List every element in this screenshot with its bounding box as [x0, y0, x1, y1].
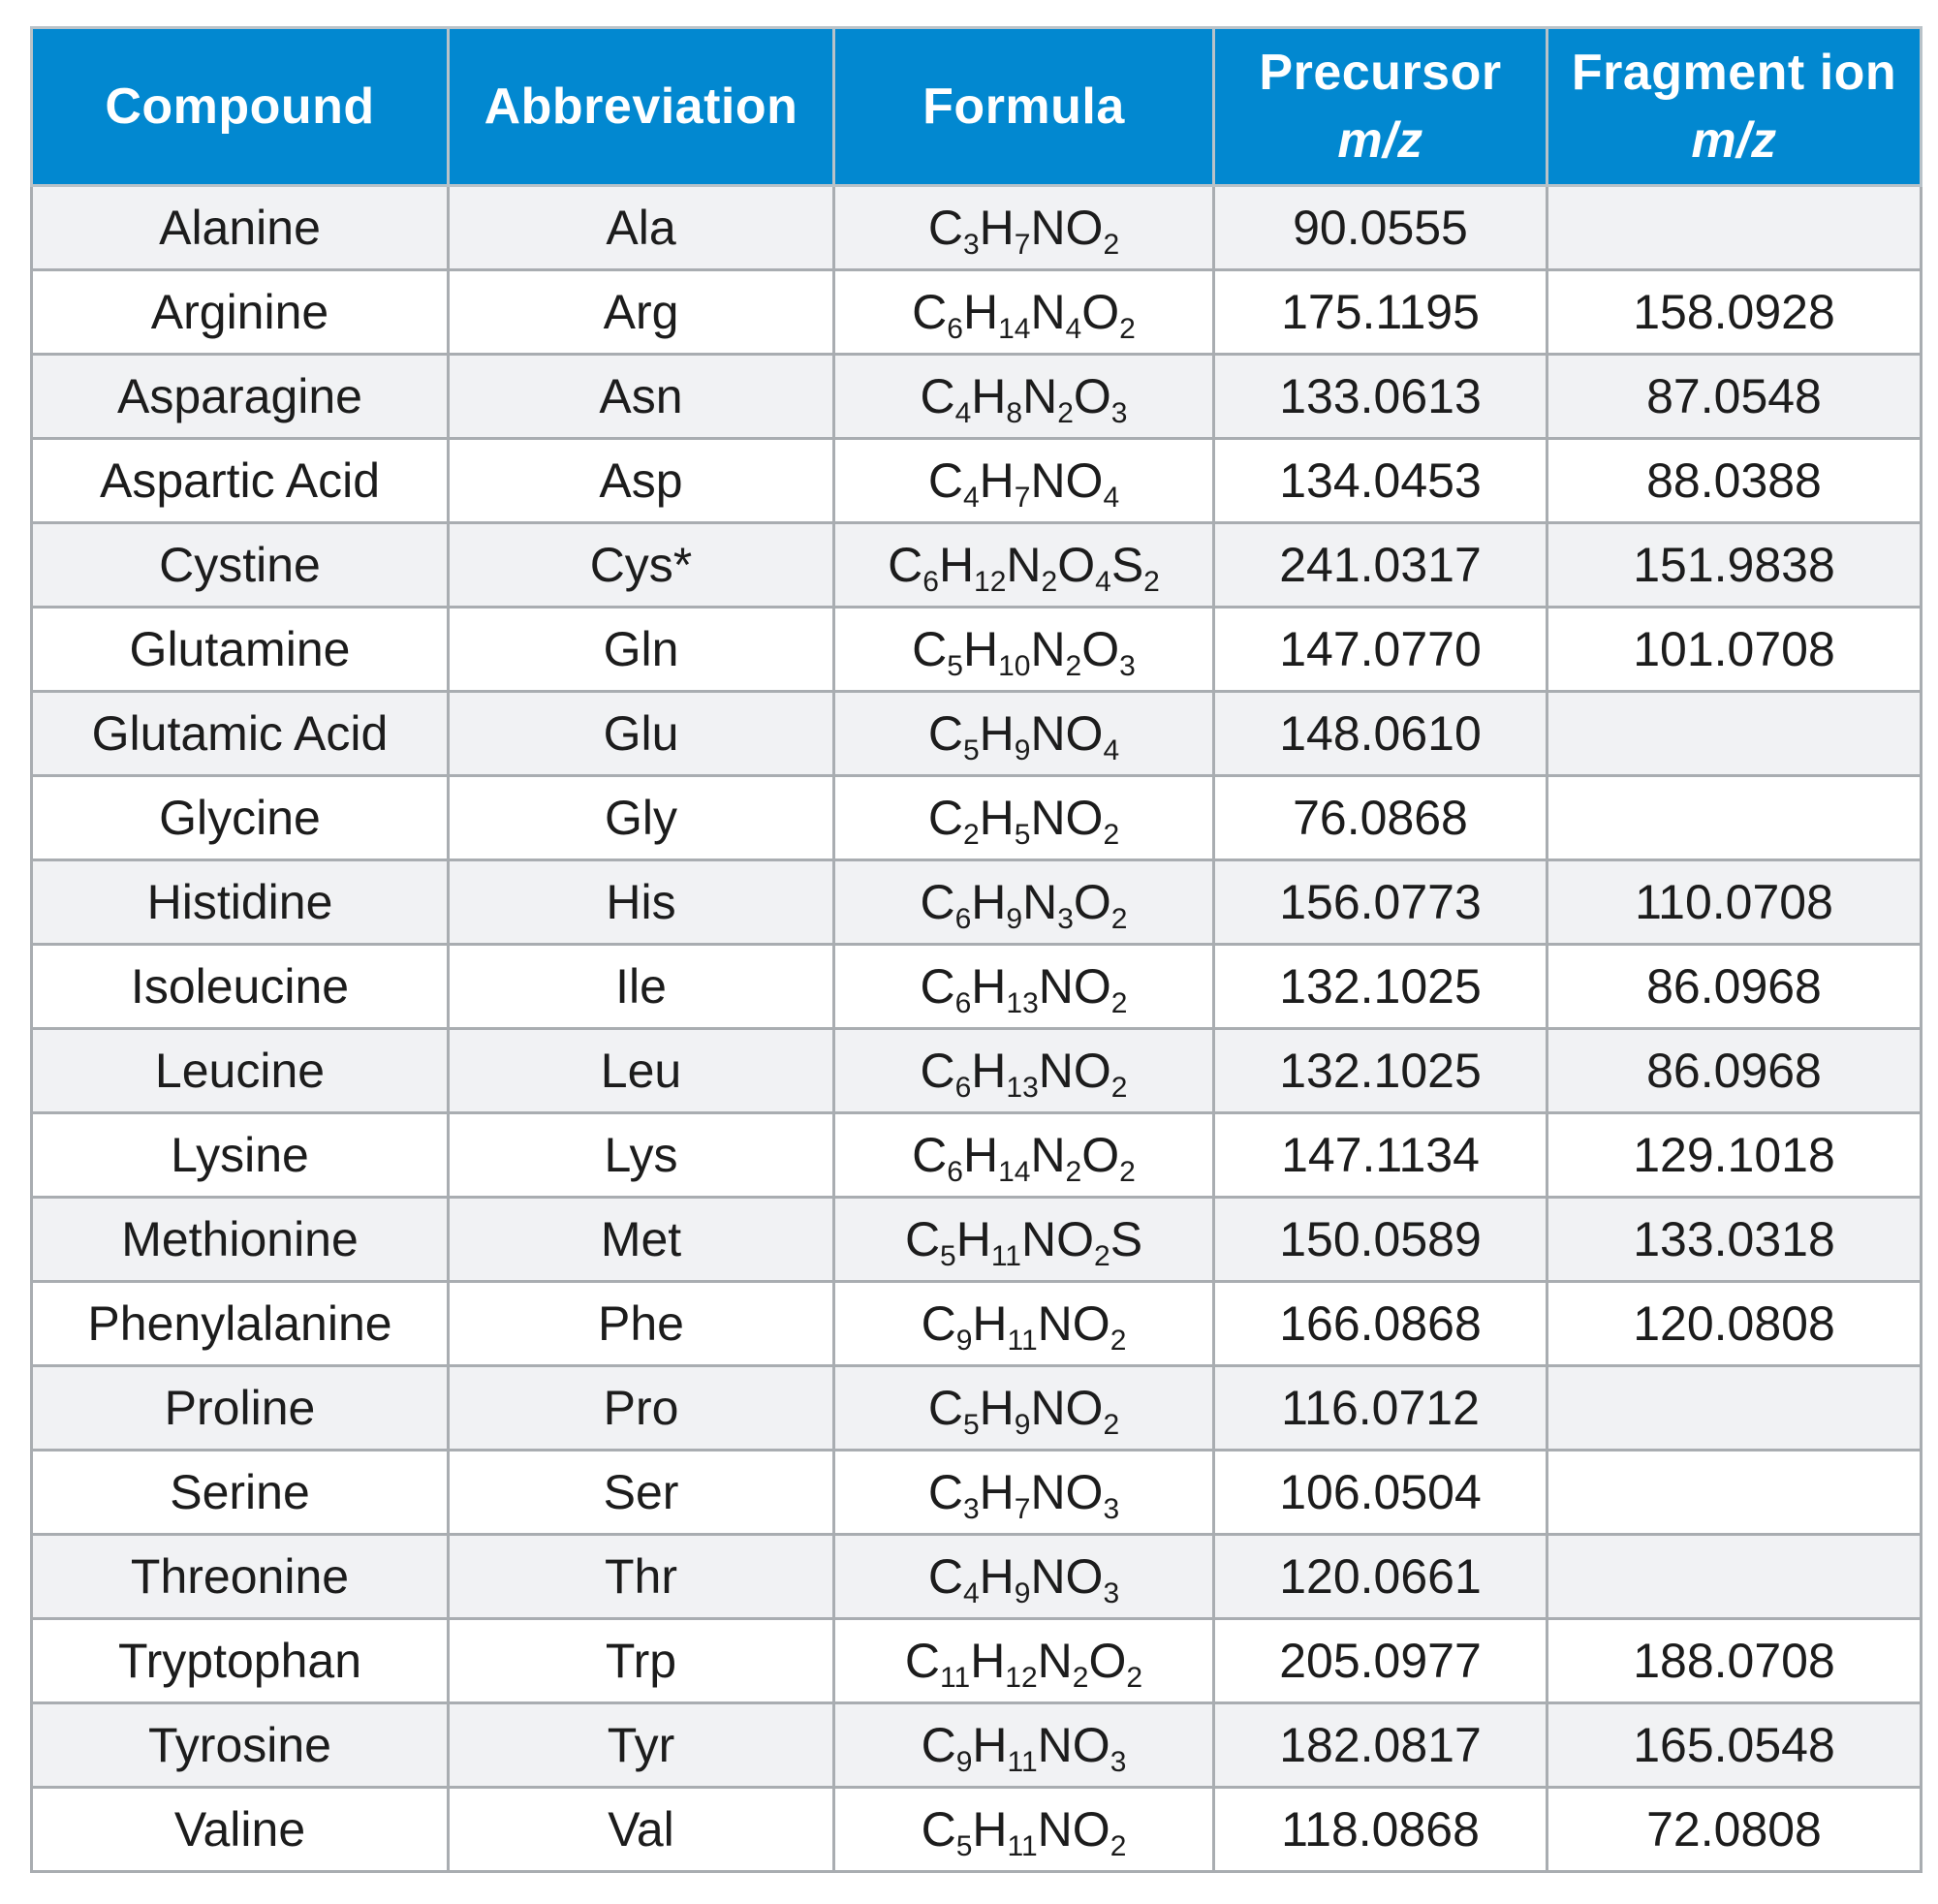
formula-element: O — [1073, 369, 1111, 423]
cell-formula — [834, 1113, 1214, 1198]
table-row — [32, 945, 1922, 1029]
formula-subscript: 2 — [1065, 1156, 1082, 1188]
formula-subscript: 14 — [998, 313, 1031, 345]
formula-element: N — [1022, 875, 1058, 929]
formula-element: C — [921, 1802, 956, 1857]
cell-formula — [834, 692, 1214, 776]
cell-fragment-ion-mz: 120.0808 — [1547, 1282, 1922, 1366]
cell-fragment-ion-mz — [1547, 186, 1922, 270]
cell-abbreviation: Lys — [449, 1113, 834, 1198]
cell-abbreviation: Ser — [449, 1451, 834, 1535]
formula-element: H — [962, 285, 999, 339]
formula-subscript: 4 — [962, 1577, 980, 1609]
table-row — [32, 692, 1922, 776]
formula-subscript: 5 — [962, 1409, 980, 1441]
cell-abbreviation: Ala — [449, 186, 834, 270]
cell-compound: Lysine — [32, 1113, 449, 1198]
formula-element: H — [979, 1465, 1015, 1519]
formula-element: O — [1073, 959, 1111, 1014]
header-precursor-label: Precursor — [1259, 45, 1502, 101]
formula-element: O — [1057, 538, 1096, 592]
cell-precursor-mz: 132.1025 — [1214, 945, 1547, 1029]
cell-compound: Methionine — [32, 1198, 449, 1282]
formula-element: N — [1037, 1718, 1073, 1772]
formula-element: S — [1110, 538, 1144, 592]
formula-element: H — [979, 1381, 1015, 1435]
cell-fragment-ion-mz: 129.1018 — [1547, 1113, 1922, 1198]
table-row — [32, 1788, 1922, 1872]
header-fragment-ion-label: Fragment ion — [1571, 45, 1897, 101]
cell-compound: Leucine — [32, 1029, 449, 1113]
formula-element: H — [972, 1296, 1008, 1351]
header-row — [32, 28, 1922, 186]
formula-element: N — [1030, 622, 1066, 676]
cell-formula — [834, 1282, 1214, 1366]
cell-abbreviation: Glu — [449, 692, 834, 776]
formula-subscript: 5 — [955, 1830, 973, 1862]
formula-element: O — [1065, 791, 1104, 845]
formula-element: O — [1072, 1718, 1110, 1772]
table-row — [32, 1282, 1922, 1366]
formula-subscript: 3 — [1119, 650, 1136, 682]
table-header — [32, 28, 1922, 186]
table-row — [32, 439, 1922, 523]
cell-abbreviation: Cys* — [449, 523, 834, 608]
header-fragment-ion-unit: m/z — [1691, 112, 1777, 169]
cell-precursor-mz: 156.0773 — [1214, 860, 1547, 945]
formula-subscript: 2 — [1065, 650, 1082, 682]
cell-formula — [834, 1535, 1214, 1619]
formula-element: O — [1065, 1381, 1104, 1435]
table-row — [32, 1535, 1922, 1619]
formula-subscript: 2 — [962, 819, 980, 851]
formula-element: H — [955, 1212, 991, 1266]
formula-subscript: 13 — [1006, 987, 1039, 1019]
formula-subscript: 2 — [1110, 1325, 1127, 1357]
formula-subscript: 7 — [1014, 229, 1031, 261]
formula-element: N — [1030, 1549, 1066, 1604]
cell-formula — [834, 270, 1214, 355]
formula-subscript: 2 — [1072, 1662, 1089, 1694]
cell-precursor-mz: 148.0610 — [1214, 692, 1547, 776]
formula-element: N — [1038, 959, 1074, 1014]
cell-formula — [834, 523, 1214, 608]
formula-element: H — [979, 1549, 1015, 1604]
formula-subscript: 4 — [1103, 482, 1120, 514]
cell-fragment-ion-mz: 151.9838 — [1547, 523, 1922, 608]
formula-element: H — [971, 875, 1007, 929]
formula-subscript: 6 — [954, 903, 972, 935]
cell-compound: Glutamic Acid — [32, 692, 449, 776]
formula-element: C — [921, 1718, 956, 1772]
cell-abbreviation: Pro — [449, 1366, 834, 1451]
formula-subscript: 9 — [1006, 903, 1023, 935]
table-row — [32, 860, 1922, 945]
formula-subscript: 6 — [922, 566, 939, 598]
table-row — [32, 1366, 1922, 1451]
header-formula-label: Formula — [922, 78, 1125, 135]
formula-element: C — [912, 285, 948, 339]
amino-acid-table-container — [30, 26, 1920, 1873]
formula-subscript: 11 — [1007, 1830, 1038, 1862]
formula-subscript: 2 — [1126, 1662, 1143, 1694]
cell-precursor-mz: 175.1195 — [1214, 270, 1547, 355]
header-fragment-ion — [1547, 28, 1922, 186]
cell-precursor-mz: 90.0555 — [1214, 186, 1547, 270]
cell-precursor-mz: 106.0504 — [1214, 1451, 1547, 1535]
table-row — [32, 1198, 1922, 1282]
table-row — [32, 523, 1922, 608]
cell-abbreviation: Asn — [449, 355, 834, 439]
cell-compound: Glutamine — [32, 608, 449, 692]
formula-element: C — [920, 1044, 955, 1098]
formula-element: O — [1065, 453, 1104, 508]
formula-subscript: 11 — [940, 1662, 971, 1694]
formula-subscript: 12 — [1005, 1662, 1038, 1694]
table-row — [32, 1619, 1922, 1703]
formula-subscript: 3 — [1110, 397, 1128, 429]
formula-subscript: 5 — [947, 650, 963, 682]
table-row — [32, 608, 1922, 692]
formula-subscript: 5 — [962, 734, 980, 766]
formula-element: H — [971, 369, 1007, 423]
formula-element: O — [1065, 201, 1104, 255]
formula-subscript: 2 — [1041, 566, 1058, 598]
header-compound-label: Compound — [105, 78, 375, 135]
table-row — [32, 355, 1922, 439]
formula-element: N — [1021, 1212, 1057, 1266]
formula-subscript: 2 — [1119, 1156, 1136, 1188]
cell-abbreviation: Arg — [449, 270, 834, 355]
cell-compound: Tyrosine — [32, 1703, 449, 1788]
formula-element: O — [1065, 1465, 1104, 1519]
cell-precursor-mz: 182.0817 — [1214, 1703, 1547, 1788]
cell-fragment-ion-mz: 133.0318 — [1547, 1198, 1922, 1282]
formula-element: O — [1065, 1549, 1104, 1604]
table-row — [32, 186, 1922, 270]
formula-subscript: 9 — [1014, 1577, 1031, 1609]
formula-element: O — [1081, 1128, 1120, 1182]
table-body — [32, 186, 1922, 1872]
formula-element: O — [1073, 1044, 1111, 1098]
formula-subscript: 7 — [1014, 482, 1031, 514]
cell-compound: Alanine — [32, 186, 449, 270]
cell-formula — [834, 1366, 1214, 1451]
formula-element: H — [962, 1128, 999, 1182]
formula-element: H — [971, 959, 1007, 1014]
header-abbreviation — [449, 28, 834, 186]
formula-subscript: 11 — [1007, 1746, 1038, 1778]
cell-formula — [834, 186, 1214, 270]
formula-element: N — [1038, 1044, 1074, 1098]
cell-compound: Tryptophan — [32, 1619, 449, 1703]
cell-abbreviation: Trp — [449, 1619, 834, 1703]
formula-element: O — [1065, 706, 1104, 761]
header-compound — [32, 28, 449, 186]
cell-precursor-mz: 76.0868 — [1214, 776, 1547, 860]
formula-subscript: 2 — [1110, 903, 1128, 935]
cell-precursor-mz: 120.0661 — [1214, 1535, 1547, 1619]
formula-element: C — [927, 791, 963, 845]
cell-fragment-ion-mz: 86.0968 — [1547, 1029, 1922, 1113]
formula-element: C — [912, 622, 948, 676]
formula-subscript: 9 — [1014, 1409, 1031, 1441]
cell-formula — [834, 1788, 1214, 1872]
cell-compound: Arginine — [32, 270, 449, 355]
formula-subscript: 10 — [998, 650, 1031, 682]
formula-subscript: 4 — [1103, 734, 1120, 766]
formula-subscript: 2 — [1119, 313, 1136, 345]
cell-formula — [834, 439, 1214, 523]
formula-subscript: 2 — [1110, 987, 1128, 1019]
cell-abbreviation: Ile — [449, 945, 834, 1029]
cell-compound: Asparagine — [32, 355, 449, 439]
formula-element: N — [1022, 369, 1058, 423]
cell-fragment-ion-mz: 86.0968 — [1547, 945, 1922, 1029]
formula-element: N — [1006, 538, 1042, 592]
cell-abbreviation: Met — [449, 1198, 834, 1282]
formula-element: O — [1073, 875, 1111, 929]
formula-subscript: 3 — [1110, 1746, 1127, 1778]
formula-subscript: 9 — [1014, 734, 1031, 766]
formula-subscript: 4 — [1095, 566, 1111, 598]
cell-abbreviation: Gly — [449, 776, 834, 860]
formula-subscript: 11 — [990, 1240, 1021, 1272]
formula-element: C — [921, 1296, 956, 1351]
formula-element: N — [1030, 1128, 1066, 1182]
formula-subscript: 2 — [1103, 819, 1120, 851]
formula-subscript: 2 — [1110, 1072, 1128, 1104]
cell-precursor-mz: 118.0868 — [1214, 1788, 1547, 1872]
formula-element: O — [1056, 1212, 1095, 1266]
formula-subscript: 3 — [1057, 903, 1074, 935]
formula-subscript: 6 — [947, 1156, 963, 1188]
formula-subscript: 6 — [947, 313, 963, 345]
cell-formula — [834, 945, 1214, 1029]
formula-subscript: 4 — [1065, 313, 1082, 345]
formula-element: N — [1037, 1296, 1073, 1351]
formula-subscript: 2 — [1110, 1830, 1127, 1862]
cell-formula — [834, 608, 1214, 692]
formula-element: C — [920, 959, 955, 1014]
formula-subscript: 11 — [1007, 1325, 1038, 1357]
formula-element: N — [1030, 1465, 1066, 1519]
formula-element: C — [904, 1634, 941, 1688]
formula-subscript: 14 — [998, 1156, 1031, 1188]
cell-abbreviation: Gln — [449, 608, 834, 692]
formula-element: H — [938, 538, 975, 592]
table-row — [32, 1703, 1922, 1788]
formula-element: C — [927, 706, 963, 761]
cell-precursor-mz: 166.0868 — [1214, 1282, 1547, 1366]
formula-element: N — [1030, 706, 1066, 761]
header-precursor — [1214, 28, 1547, 186]
cell-precursor-mz: 132.1025 — [1214, 1029, 1547, 1113]
header-abbreviation-label: Abbreviation — [484, 78, 798, 135]
formula-element: H — [962, 622, 999, 676]
cell-compound: Serine — [32, 1451, 449, 1535]
cell-compound: Isoleucine — [32, 945, 449, 1029]
header-precursor-unit: m/z — [1337, 112, 1423, 169]
formula-subscript: 4 — [954, 397, 972, 429]
formula-subscript: 3 — [962, 1493, 980, 1525]
formula-subscript: 2 — [1103, 229, 1120, 261]
formula-element: C — [927, 1381, 963, 1435]
cell-formula — [834, 860, 1214, 945]
formula-subscript: 4 — [962, 482, 980, 514]
formula-subscript: 12 — [974, 566, 1007, 598]
formula-subscript: 3 — [1103, 1493, 1120, 1525]
formula-element: C — [927, 1465, 963, 1519]
cell-fragment-ion-mz — [1547, 692, 1922, 776]
cell-precursor-mz: 241.0317 — [1214, 523, 1547, 608]
cell-abbreviation: Leu — [449, 1029, 834, 1113]
cell-compound: Valine — [32, 1788, 449, 1872]
formula-subscript: 2 — [1143, 566, 1160, 598]
formula-element: H — [972, 1802, 1008, 1857]
cell-formula — [834, 1619, 1214, 1703]
formula-subscript: 6 — [954, 987, 972, 1019]
cell-fragment-ion-mz: 188.0708 — [1547, 1619, 1922, 1703]
formula-subscript: 9 — [955, 1746, 973, 1778]
table-row — [32, 776, 1922, 860]
cell-fragment-ion-mz: 87.0548 — [1547, 355, 1922, 439]
cell-fragment-ion-mz: 72.0808 — [1547, 1788, 1922, 1872]
formula-element: N — [1030, 1381, 1066, 1435]
cell-compound: Aspartic Acid — [32, 439, 449, 523]
table-row — [32, 1029, 1922, 1113]
formula-element: S — [1110, 1212, 1143, 1266]
formula-subscript: 7 — [1014, 1493, 1031, 1525]
formula-subscript: 3 — [1103, 1577, 1120, 1609]
formula-subscript: 2 — [1094, 1240, 1110, 1272]
formula-subscript: 8 — [1006, 397, 1023, 429]
cell-fragment-ion-mz: 158.0928 — [1547, 270, 1922, 355]
amino-acid-table — [30, 26, 1922, 1873]
cell-precursor-mz: 134.0453 — [1214, 439, 1547, 523]
cell-abbreviation: Thr — [449, 1535, 834, 1619]
formula-element: N — [1030, 285, 1066, 339]
formula-element: H — [979, 706, 1015, 761]
formula-element: O — [1072, 1296, 1110, 1351]
formula-subscript: 6 — [954, 1072, 972, 1104]
formula-subscript: 13 — [1006, 1072, 1039, 1104]
cell-fragment-ion-mz — [1547, 1366, 1922, 1451]
formula-element: C — [920, 875, 955, 929]
formula-element: C — [888, 538, 923, 592]
cell-fragment-ion-mz: 110.0708 — [1547, 860, 1922, 945]
cell-precursor-mz: 150.0589 — [1214, 1198, 1547, 1282]
cell-compound: Phenylalanine — [32, 1282, 449, 1366]
formula-element: N — [1030, 453, 1066, 508]
formula-element: C — [912, 1128, 948, 1182]
cell-fragment-ion-mz — [1547, 1535, 1922, 1619]
cell-formula — [834, 1451, 1214, 1535]
table-row — [32, 270, 1922, 355]
cell-fragment-ion-mz — [1547, 776, 1922, 860]
cell-abbreviation: Val — [449, 1788, 834, 1872]
cell-formula — [834, 1198, 1214, 1282]
formula-element: C — [927, 201, 963, 255]
formula-element: H — [979, 453, 1015, 508]
cell-compound: Threonine — [32, 1535, 449, 1619]
formula-element: O — [1081, 285, 1120, 339]
formula-element: C — [927, 453, 963, 508]
cell-precursor-mz: 116.0712 — [1214, 1366, 1547, 1451]
formula-element: C — [904, 1212, 941, 1266]
formula-element: H — [970, 1634, 1006, 1688]
cell-compound: Glycine — [32, 776, 449, 860]
cell-formula — [834, 355, 1214, 439]
cell-compound: Cystine — [32, 523, 449, 608]
formula-subscript: 3 — [962, 229, 980, 261]
formula-element: C — [920, 369, 955, 423]
formula-element: N — [1037, 1802, 1073, 1857]
cell-precursor-mz: 147.0770 — [1214, 608, 1547, 692]
cell-compound: Histidine — [32, 860, 449, 945]
formula-subscript: 2 — [1103, 1409, 1120, 1441]
cell-formula — [834, 1029, 1214, 1113]
formula-element: N — [1030, 201, 1066, 255]
cell-precursor-mz: 147.1134 — [1214, 1113, 1547, 1198]
table-row — [32, 1451, 1922, 1535]
cell-formula — [834, 776, 1214, 860]
cell-fragment-ion-mz: 165.0548 — [1547, 1703, 1922, 1788]
formula-element: C — [927, 1549, 963, 1604]
cell-precursor-mz: 133.0613 — [1214, 355, 1547, 439]
cell-fragment-ion-mz: 101.0708 — [1547, 608, 1922, 692]
header-formula — [834, 28, 1214, 186]
cell-abbreviation: His — [449, 860, 834, 945]
formula-element: H — [979, 201, 1015, 255]
cell-compound: Proline — [32, 1366, 449, 1451]
formula-element: O — [1088, 1634, 1127, 1688]
formula-element: H — [979, 791, 1015, 845]
formula-element: N — [1037, 1634, 1073, 1688]
cell-precursor-mz: 205.0977 — [1214, 1619, 1547, 1703]
cell-abbreviation: Asp — [449, 439, 834, 523]
cell-fragment-ion-mz — [1547, 1451, 1922, 1535]
formula-element: N — [1030, 791, 1066, 845]
table-row — [32, 1113, 1922, 1198]
formula-subscript: 2 — [1057, 397, 1074, 429]
formula-subscript: 9 — [955, 1325, 973, 1357]
formula-subscript: 5 — [1014, 819, 1031, 851]
cell-fragment-ion-mz: 88.0388 — [1547, 439, 1922, 523]
formula-element: O — [1081, 622, 1120, 676]
formula-element: H — [971, 1044, 1007, 1098]
cell-formula — [834, 1703, 1214, 1788]
formula-element: H — [972, 1718, 1008, 1772]
formula-element: O — [1072, 1802, 1110, 1857]
formula-subscript: 5 — [940, 1240, 956, 1272]
cell-abbreviation: Phe — [449, 1282, 834, 1366]
cell-abbreviation: Tyr — [449, 1703, 834, 1788]
